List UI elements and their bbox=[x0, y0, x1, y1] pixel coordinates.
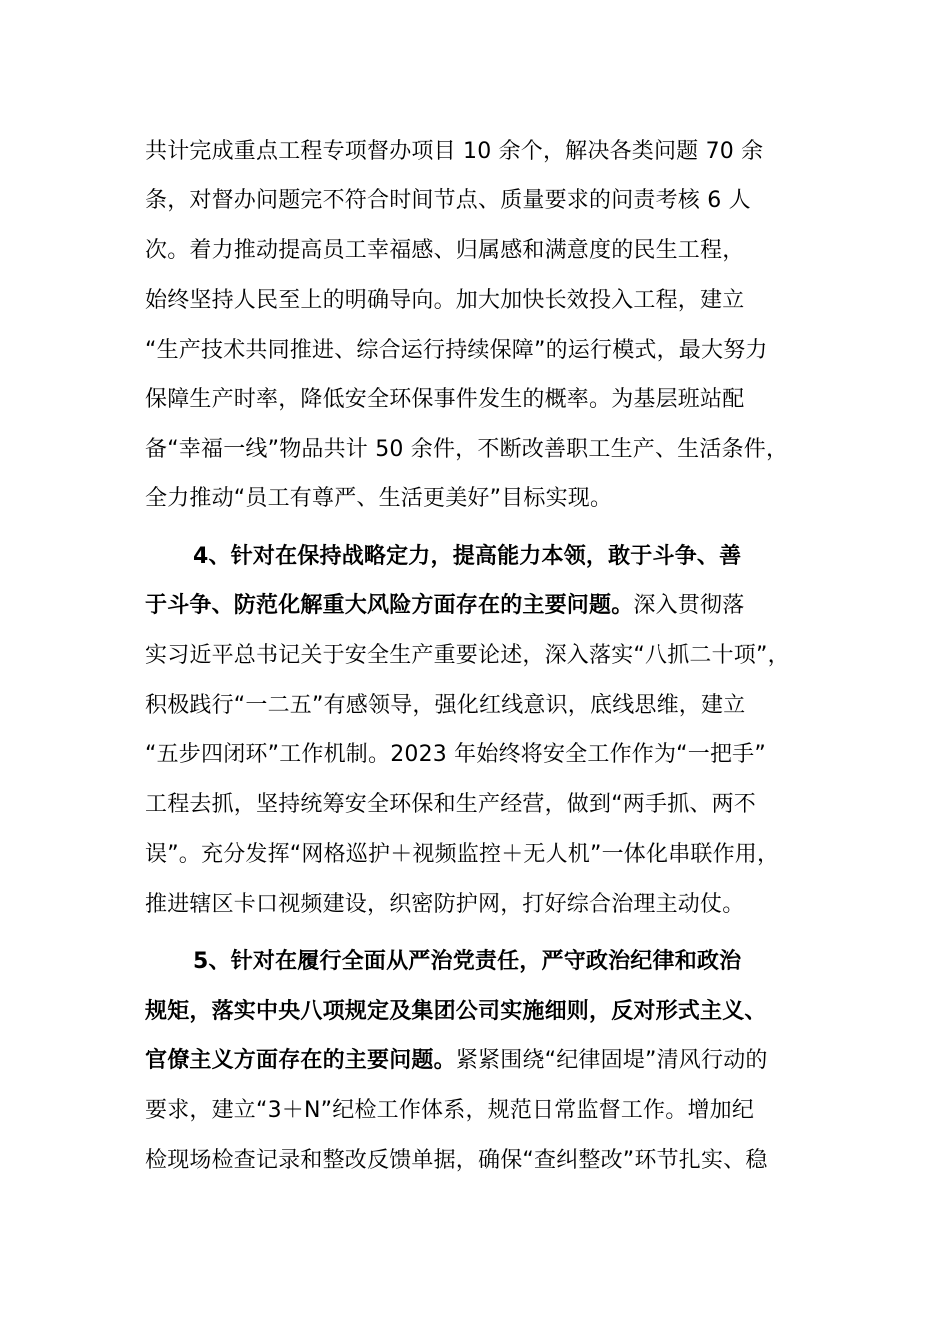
text-line: 官僚主义方面存在的主要问题。紧紧围绕“纪律固堤”清风行动的 bbox=[145, 1048, 768, 1073]
text-line: 次。着力推动提高员工幸福感、归属感和满意度的民生工程， bbox=[145, 238, 745, 263]
text-line: 全力推动“员工有尊严、生活更美好”目标实现。 bbox=[145, 486, 613, 511]
text-line: 保障生产时率，降低安全环保事件发生的概率。为基层班站配 bbox=[145, 387, 745, 412]
text-line: “五步四闭环”工作机制。2023 年始终将安全工作作为“一把手” bbox=[145, 742, 766, 767]
text-line: 条，对督办问题完不符合时间节点、质量要求的问责考核 6 人 bbox=[145, 188, 751, 213]
text-line: 检现场检查记录和整改反馈单据，确保“查纠整改”环节扎实、稳 bbox=[145, 1148, 768, 1173]
text-line: 共计完成重点工程专项督办项目 10 余个，解决各类问题 70 余 bbox=[145, 139, 764, 164]
text-line: 要求，建立“3＋N”纪检工作体系，规范日常监督工作。增加纪 bbox=[145, 1098, 755, 1123]
text-line: 积极践行“一二五”有感领导，强化红线意识，底线思维，建立 bbox=[145, 693, 746, 718]
text-line: 始终坚持人民至上的明确导向。加大加快长效投入工程，建立 bbox=[145, 288, 745, 313]
text-line: 实习近平总书记关于安全生产重要论述，深入落实“八抓二十项”， bbox=[145, 643, 790, 668]
text-line: “生产技术共同推进、综合运行持续保障”的运行模式，最大努力 bbox=[145, 338, 768, 363]
section-heading-4: 4、针对在保持战略定力，提高能力本领，敢于斗争、善 bbox=[193, 544, 742, 569]
text-line: 误”。充分发挥“网格巡护＋视频监控＋无人机”一体化串联作用， bbox=[145, 842, 780, 867]
text-line: 于斗争、防范化解重大风险方面存在的主要问题。深入贯彻落 bbox=[145, 593, 745, 618]
text-line: 工程去抓，坚持统筹安全环保和生产经营，做到“两手抓、两不 bbox=[145, 792, 756, 817]
section-heading-5: 5、针对在履行全面从严治党责任，严守政治纪律和政治 bbox=[193, 949, 742, 974]
text-line: 推进辖区卡口视频建设，织密防护网，打好综合治理主动仗。 bbox=[145, 892, 745, 917]
text-line: 规矩，落实中央八项规定及集团公司实施细则，反对形式主义、 bbox=[145, 999, 767, 1024]
text-line: 备“幸福一线”物品共计 50 余件，不断改善职工生产、生活条件， bbox=[145, 437, 789, 462]
